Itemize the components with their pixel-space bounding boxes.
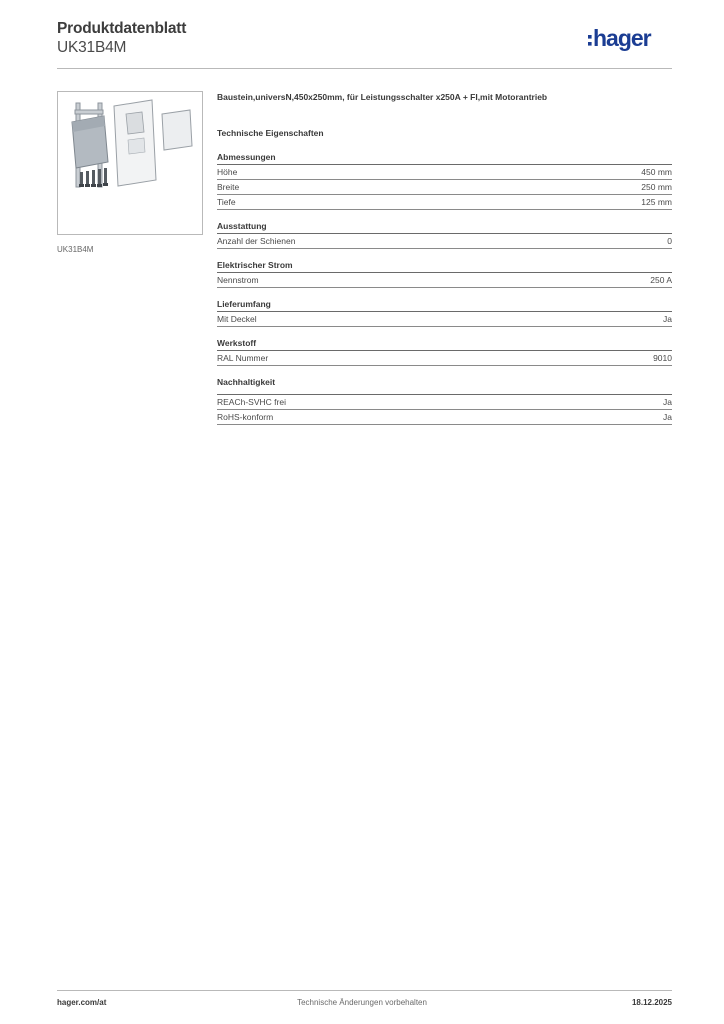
- spec-row: [217, 409, 672, 425]
- spec-label: Mit Deckel: [217, 314, 257, 324]
- spec-row: [217, 311, 672, 327]
- document-title: Produktdatenblatt: [57, 20, 187, 37]
- product-details: [217, 91, 672, 425]
- page-header: [57, 20, 672, 70]
- footer-divider: [57, 990, 672, 991]
- product-code-title: UK31B4M: [57, 39, 127, 56]
- technical-properties-heading: Technische Eigenschaften: [217, 128, 324, 138]
- spec-group-title: Werkstoff: [217, 338, 257, 348]
- spec-label: RoHS-konform: [217, 412, 274, 422]
- spec-row: [217, 394, 672, 409]
- spec-group-sustainability: [217, 375, 672, 425]
- product-illustration: [58, 92, 202, 234]
- spec-group-equipment: [217, 219, 672, 249]
- spec-label: REACh-SVHC frei: [217, 397, 286, 407]
- spec-group-title: Nachhaltigkeit: [217, 377, 276, 387]
- spec-group-dimensions: [217, 150, 672, 210]
- spec-group-material: [217, 336, 672, 366]
- spec-value: Ja: [663, 412, 672, 422]
- logo-dot-bottom: [588, 42, 592, 46]
- spec-label: Breite: [217, 182, 240, 192]
- spec-group-electrical: [217, 258, 672, 288]
- product-description: Baustein,universN,450x250mm, für Leistungsschalter x250A + FI,mit Motorantrieb: [217, 92, 548, 102]
- spec-group-title: Lieferumfang: [217, 299, 271, 309]
- spec-group-title: Ausstattung: [217, 221, 267, 231]
- spec-row: [217, 164, 672, 179]
- spec-group-title: Elektrischer Strom: [217, 260, 293, 270]
- product-image: [57, 91, 203, 235]
- image-caption: UK31B4M: [57, 245, 94, 254]
- spec-group-title: Abmessungen: [217, 152, 276, 162]
- spec-value: 125 mm: [641, 197, 672, 207]
- spec-row: [217, 272, 672, 288]
- spec-row: [217, 179, 672, 194]
- logo-wordmark: hager: [593, 26, 651, 51]
- header-divider: [57, 68, 672, 69]
- spec-label: Anzahl der Schienen: [217, 236, 296, 246]
- spec-value: 450 mm: [641, 167, 672, 177]
- spec-row: [217, 350, 672, 366]
- footer-website-link[interactable]: hager.com/at: [57, 998, 107, 1007]
- spec-value: 250 A: [650, 275, 672, 285]
- spec-group-delivery: [217, 297, 672, 327]
- spec-value: 250 mm: [641, 182, 672, 192]
- spec-value: 9010: [653, 353, 672, 363]
- hager-logo-graphic: [588, 26, 672, 58]
- logo-dot-top: [588, 35, 592, 39]
- spec-label: Nennstrom: [217, 275, 259, 285]
- spec-label: Tiefe: [217, 197, 236, 207]
- spec-value: 0: [667, 236, 672, 246]
- spec-value: Ja: [663, 314, 672, 324]
- spec-label: Höhe: [217, 167, 238, 177]
- footer-date: 18.12.2025: [631, 998, 672, 1007]
- hager-logo: [588, 26, 672, 58]
- footer-disclaimer: Technische Änderungen vorbehalten: [297, 998, 427, 1007]
- spec-label: RAL Nummer: [217, 353, 269, 363]
- spec-row: [217, 194, 672, 210]
- spec-row: [217, 233, 672, 249]
- spec-value: Ja: [663, 397, 672, 407]
